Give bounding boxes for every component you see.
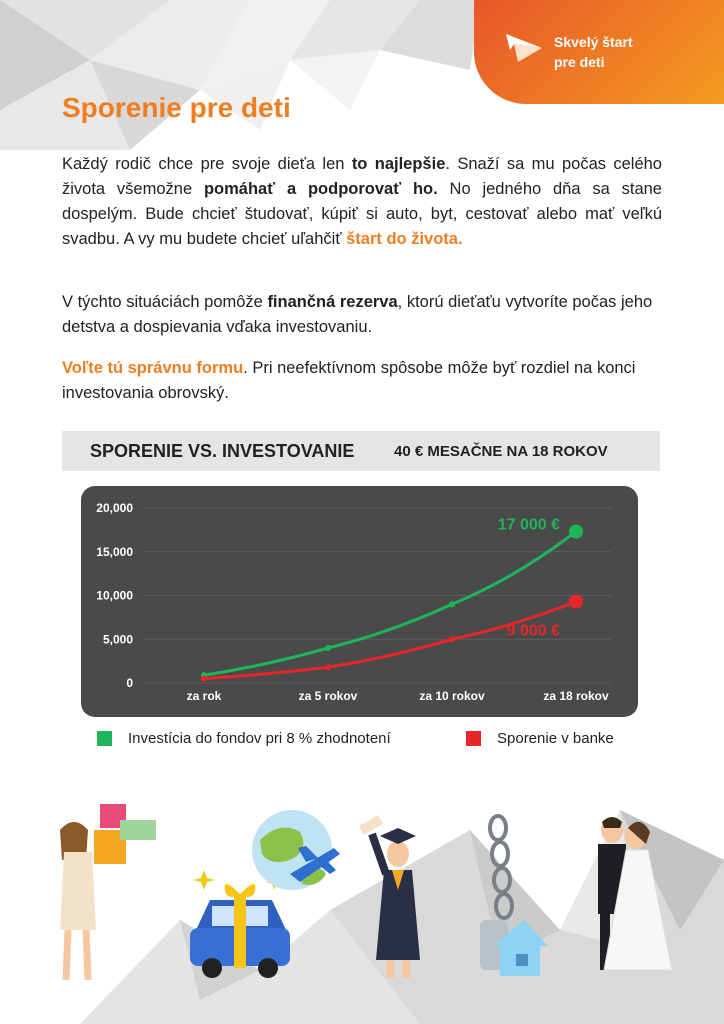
p2-text-1: V týchto situáciách pomôže <box>62 293 268 311</box>
x-tick-label: za 10 rokov <box>419 689 485 703</box>
line-chart <box>81 486 638 717</box>
y-tick-label: 0 <box>126 676 133 690</box>
p1-text-3: No jedného dňa sa stane dospelým. Bude chcieť študovať, kúpiť si auto, byt, cestovať alebo mať veľkú svadbu. A vy mu budete chcieť uľahčiť <box>62 180 662 248</box>
chart-header-subtitle: 40 € MESAČNE NA 18 ROKOV <box>394 443 608 460</box>
badge-text <box>554 32 633 72</box>
x-tick-label: za 5 rokov <box>298 689 358 703</box>
p1-bold-2: pomáhať a podporovať ho. <box>203 180 438 198</box>
globe-travel-icon <box>252 810 340 890</box>
form-paragraph <box>62 356 662 406</box>
y-tick-label: 15,000 <box>96 544 133 559</box>
p3-text-1: . Pri neefektívnom spôsobe môže byť rozdiel na konci investovania obrovský. <box>62 359 636 402</box>
p1-bold-1: to najlepšie <box>351 155 446 173</box>
girl-with-gift-icon <box>60 804 156 980</box>
p1-text-1: Každý rodič chce pre svoje dieťa len <box>62 155 352 173</box>
series-line-1 <box>204 602 576 679</box>
y-tick-label: 20,000 <box>96 501 133 515</box>
life-milestones-illustration <box>0 770 724 1024</box>
legend-label-invest: Investícia do fondov pri 8 % zhodnotení <box>128 730 391 747</box>
x-tick-label: za rok <box>186 689 222 703</box>
p3-highlight: Voľte tú správnu formu <box>62 359 244 377</box>
p1-highlight: štart do života <box>346 230 458 248</box>
legend-swatch-invest <box>97 731 112 746</box>
data-point <box>449 636 455 642</box>
badge-line-1: Skvelý štart <box>554 34 633 50</box>
p1-text-2: . Snaží sa mu počas celého života všemožne <box>62 155 662 198</box>
intro-paragraph <box>62 152 662 252</box>
legend-swatch-savings <box>466 731 481 746</box>
y-tick-label: 10,000 <box>96 588 133 603</box>
line-chart-svg <box>81 486 638 717</box>
p2-bold-1: finančná rezerva <box>267 293 398 311</box>
data-point <box>449 601 455 607</box>
data-point <box>325 664 331 670</box>
brand-badge <box>474 0 724 104</box>
p1-text-4: . <box>457 230 463 248</box>
legend-item-savings <box>466 730 614 747</box>
data-point <box>569 525 583 539</box>
legend-item-invest <box>97 730 391 747</box>
badge-line-2: pre deti <box>554 54 605 70</box>
data-label: 17 000 € <box>497 516 560 534</box>
legend-label-savings: Sporenie v banke <box>497 730 614 747</box>
data-point <box>325 645 331 651</box>
page-title: Sporenie pre deti <box>62 92 291 123</box>
data-point <box>569 595 583 609</box>
series-line-0 <box>204 532 576 676</box>
x-tick-label: za 18 rokov <box>543 689 609 703</box>
p2-text-2: , ktorú dieťaťu vytvoríte počas jeho detstva a dospievania vďaka investovaniu. <box>62 293 653 336</box>
chart-header-bar <box>62 431 660 471</box>
bird-logo-icon <box>506 28 544 68</box>
y-tick-label: 5,000 <box>102 632 133 647</box>
chart-header-title: SPORENIE VS. INVESTOVANIE <box>90 441 355 461</box>
reserve-paragraph <box>62 290 662 340</box>
data-label: 9 000 € <box>506 622 560 640</box>
data-point <box>201 676 207 682</box>
